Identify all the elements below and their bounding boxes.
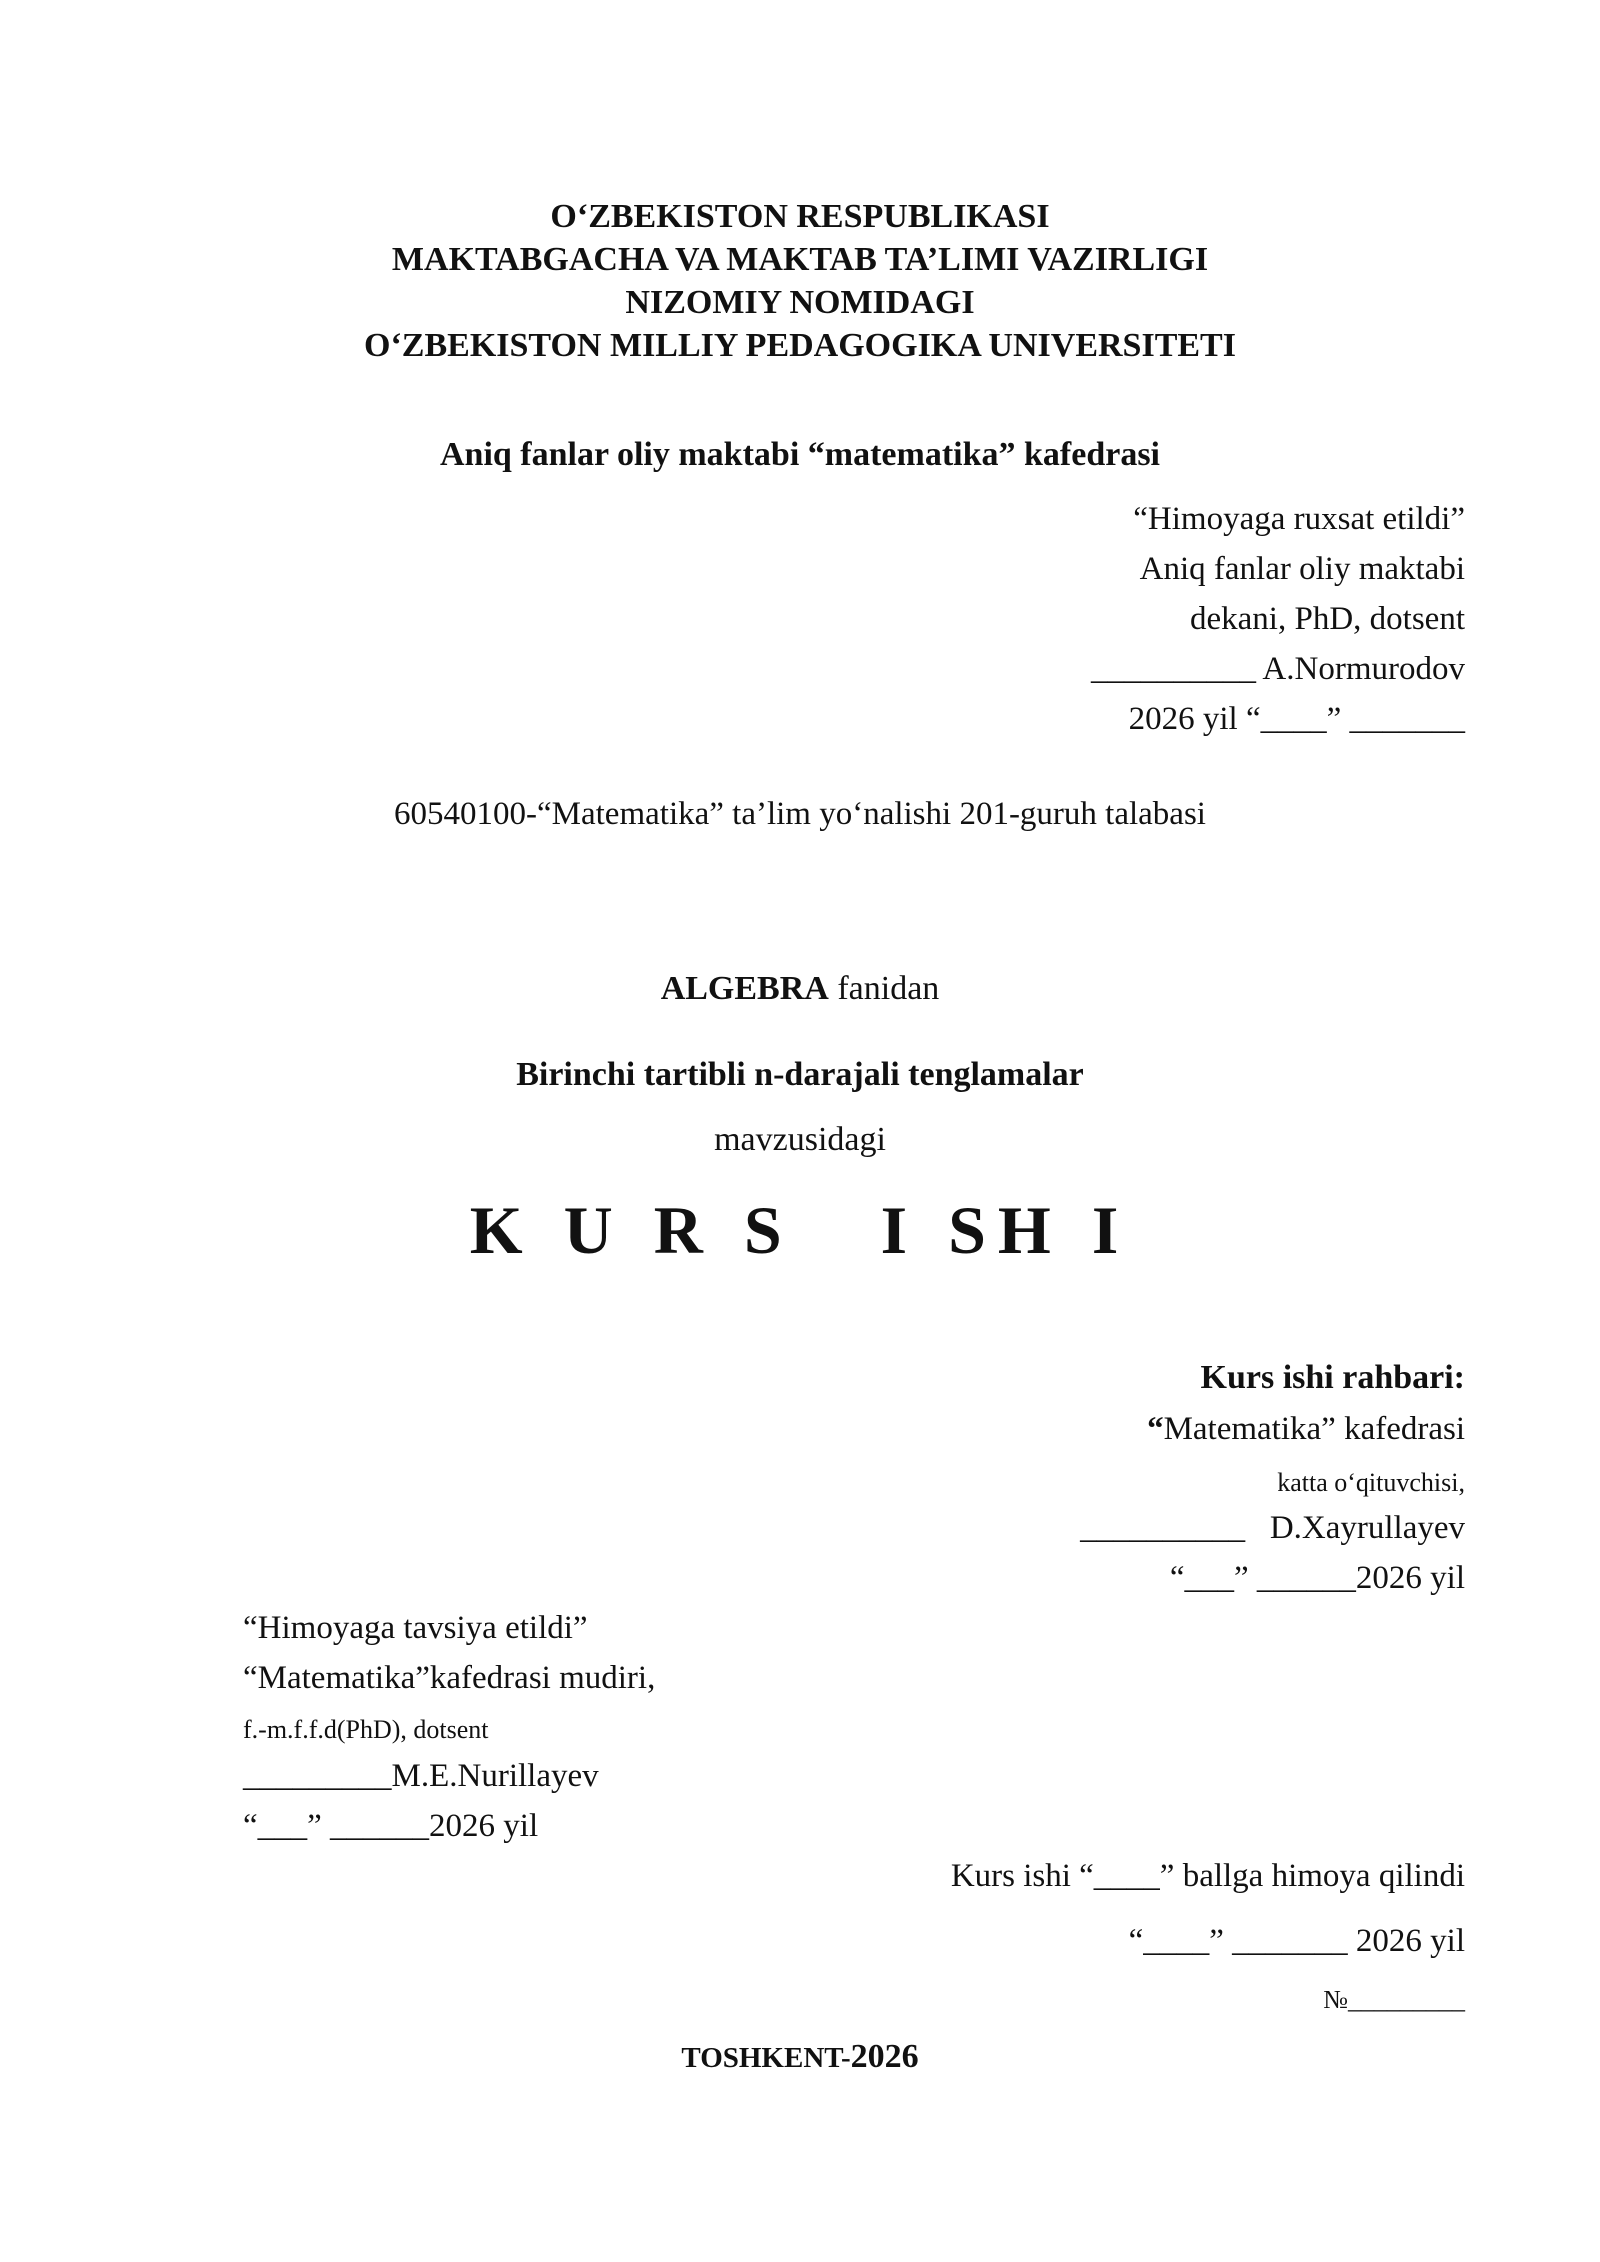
recommendation-signature: _________M.E.Nurillayev <box>243 1758 599 1794</box>
recommendation-heading: “Himoyaga tavsiya etildi” <box>243 1610 588 1646</box>
supervisor-department-text: Matematika” kafedrasi <box>1163 1411 1465 1447</box>
department-title: Aniq fanlar oliy maktabi “matematika” kafedrasi <box>439 436 1160 473</box>
defense-date: “____” _______ 2026 yil <box>1128 1923 1465 1959</box>
defense-score: Kurs ishi “____” ballga himoya qilindi <box>950 1858 1465 1894</box>
topic-suffix: mavzusidagi <box>714 1121 886 1158</box>
approval-signature: __________ A.Normurodov <box>1091 651 1465 687</box>
subject-line <box>0 972 1600 1006</box>
supervisor-department <box>1147 1413 1465 1446</box>
topic-title: Birinchi tartibli n-darajali tenglamalar <box>516 1056 1084 1093</box>
supervisor-heading: Kurs ishi rahbari: <box>1200 1359 1465 1396</box>
header-country: O‘ZBEKISTON RESPUBLIKASI <box>550 198 1050 235</box>
approval-heading: “Himoyaga ruxsat etildi” <box>1133 501 1465 537</box>
subject-name: ALGEBRA <box>660 970 829 1007</box>
subject-suffix: fanidan <box>828 970 940 1007</box>
supervisor-signature: __________ D.Xayrullayev <box>1080 1510 1465 1546</box>
header-ministry: MAKTABGACHA VA MAKTAB TA’LIMI VAZIRLIGI <box>391 241 1209 278</box>
footer-city-year <box>0 2040 1600 2074</box>
approval-position: dekani, PhD, dotsent <box>1190 601 1465 637</box>
defense-number: №_________ <box>1323 1985 1465 2014</box>
footer-city: TOSHKENT- <box>681 2042 851 2074</box>
document-title: K U R S I SH I <box>469 1192 1131 1268</box>
approval-school: Aniq fanlar oliy maktabi <box>1139 551 1465 587</box>
supervisor-date: “___” ______2026 yil <box>1169 1560 1465 1596</box>
approval-date: 2026 yil “____” _______ <box>1128 701 1465 737</box>
supervisor-quote: “ <box>1147 1411 1164 1447</box>
header-named-after: NIZOMIY NOMIDAGI <box>625 284 975 321</box>
footer-year: 2026 <box>850 2038 919 2075</box>
student-line: 60540100-“Matematika” ta’lim yo‘nalishi 201-guruh talabasi <box>394 796 1206 832</box>
recommendation-date: “___” ______2026 yil <box>243 1808 539 1844</box>
header-university: O‘ZBEKISTON MILLIY PEDAGOGIKA UNIVERSITETI <box>364 327 1236 364</box>
recommendation-position: “Matematika”kafedrasi mudiri, <box>243 1660 656 1696</box>
recommendation-degree: f.-m.f.f.d(PhD), dotsent <box>243 1715 489 1744</box>
supervisor-position: katta o‘qituvchisi, <box>1277 1468 1465 1497</box>
